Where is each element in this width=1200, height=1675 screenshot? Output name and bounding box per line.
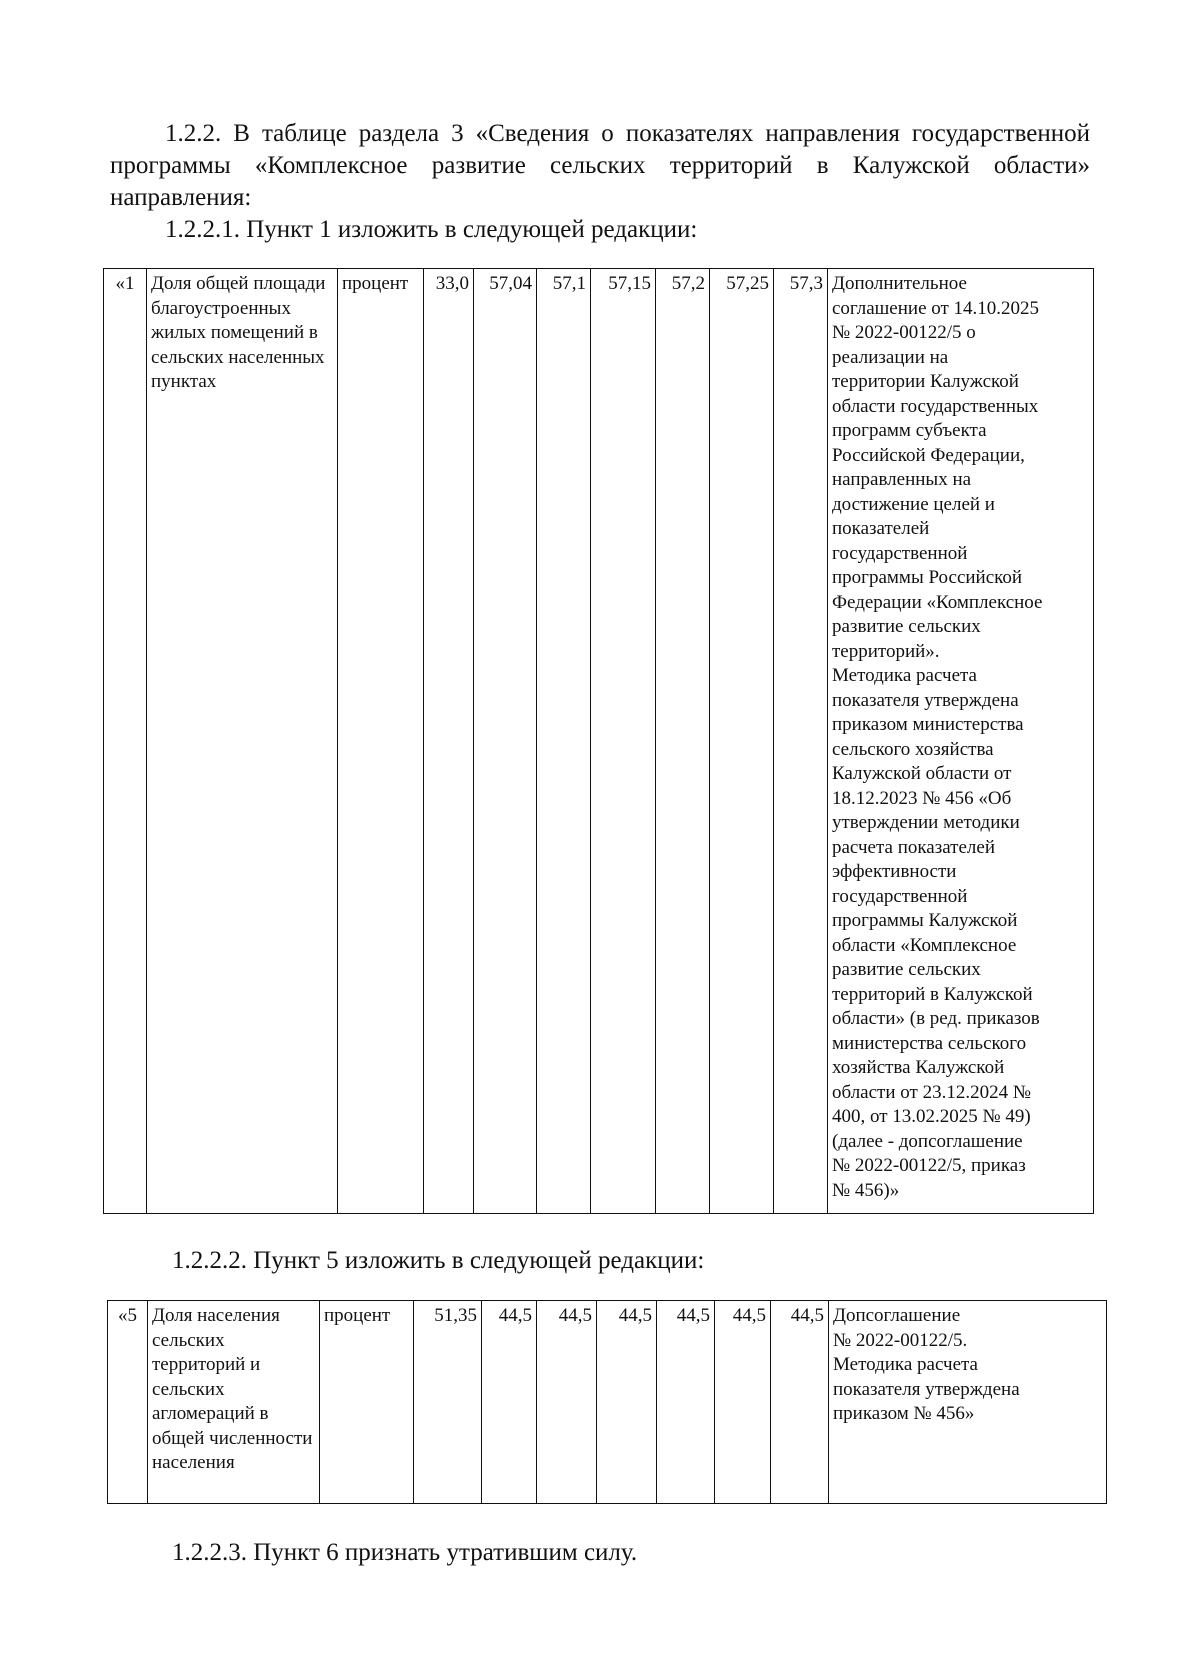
value-cell: 57,15 <box>591 269 656 1214</box>
subsection-1-heading: 1.2.2.1. Пункт 1 изложить в следующей редакции: <box>165 216 698 243</box>
value-cell: 51,35 <box>414 1301 482 1504</box>
value-cell: 44,5 <box>657 1301 715 1504</box>
value-cell: 33,0 <box>424 269 474 1214</box>
table-point-1 <box>103 268 1094 1214</box>
row-number: «1 <box>104 269 147 1214</box>
table-row <box>108 1301 1107 1504</box>
indicator-name: Доля общей площади благоустроенных жилых помещений в сельских населенных пунктах <box>147 269 338 1214</box>
table-point-5 <box>107 1300 1107 1504</box>
intro-line-3: направления: <box>110 184 252 211</box>
value-cell: 57,1 <box>537 269 591 1214</box>
source-document-cell: Дополнительное соглашение от 14.10.2025 № 2022-00122/5 о реализации на территории Калужской области государственных программ субъекта Российской Федерации, направленных на достижение целей и показателей государственной программы Российской Федерации «Комплексное развитие сельских территорий». Методика расчета показателя утверждена приказом министерства сельского хозяйства Калужской области от 18.12.2023 № 456 «Об утверждении методики расчета показателей эффективности государственной программы Калужской области «Комплексное развитие сельских территорий в Калужской области» (в ред. приказов министерства сельского хозяйства Калужской области от 23.12.2024 № 400, от 13.02.2025 № 49) (далее - допсоглашение № 2022-00122/5, приказ № 456)» <box>828 269 1094 1214</box>
value-cell: 44,5 <box>597 1301 657 1504</box>
table-row <box>104 269 1094 1214</box>
value-cell: 57,3 <box>774 269 828 1214</box>
value-cell: 44,5 <box>482 1301 537 1504</box>
value-cell: 57,04 <box>474 269 537 1214</box>
row-number: «5 <box>108 1301 148 1504</box>
unit-cell: процент <box>338 269 424 1214</box>
subsection-3-text: 1.2.2.3. Пункт 6 признать утратившим силу. <box>172 1539 638 1566</box>
intro-line-2: программы «Комплексное развитие сельских территорий в Калужской области» <box>110 152 1090 179</box>
subsection-2-heading: 1.2.2.2. Пункт 5 изложить в следующей редакции: <box>172 1247 705 1274</box>
source-document-cell: Допсоглашение № 2022-00122/5. Методика расчета показателя утверждена приказом № 456» <box>829 1301 1107 1504</box>
value-cell: 44,5 <box>537 1301 597 1504</box>
value-cell: 57,2 <box>656 269 710 1214</box>
indicator-name: Доля населения сельских территорий и сельских агломераций в общей численности населения <box>148 1301 320 1504</box>
value-cell: 44,5 <box>715 1301 771 1504</box>
value-cell: 57,25 <box>710 269 774 1214</box>
unit-cell: процент <box>320 1301 414 1504</box>
value-cell: 44,5 <box>771 1301 829 1504</box>
intro-line-1: 1.2.2. В таблице раздела 3 «Сведения о показателях направления государственной <box>165 120 1090 147</box>
